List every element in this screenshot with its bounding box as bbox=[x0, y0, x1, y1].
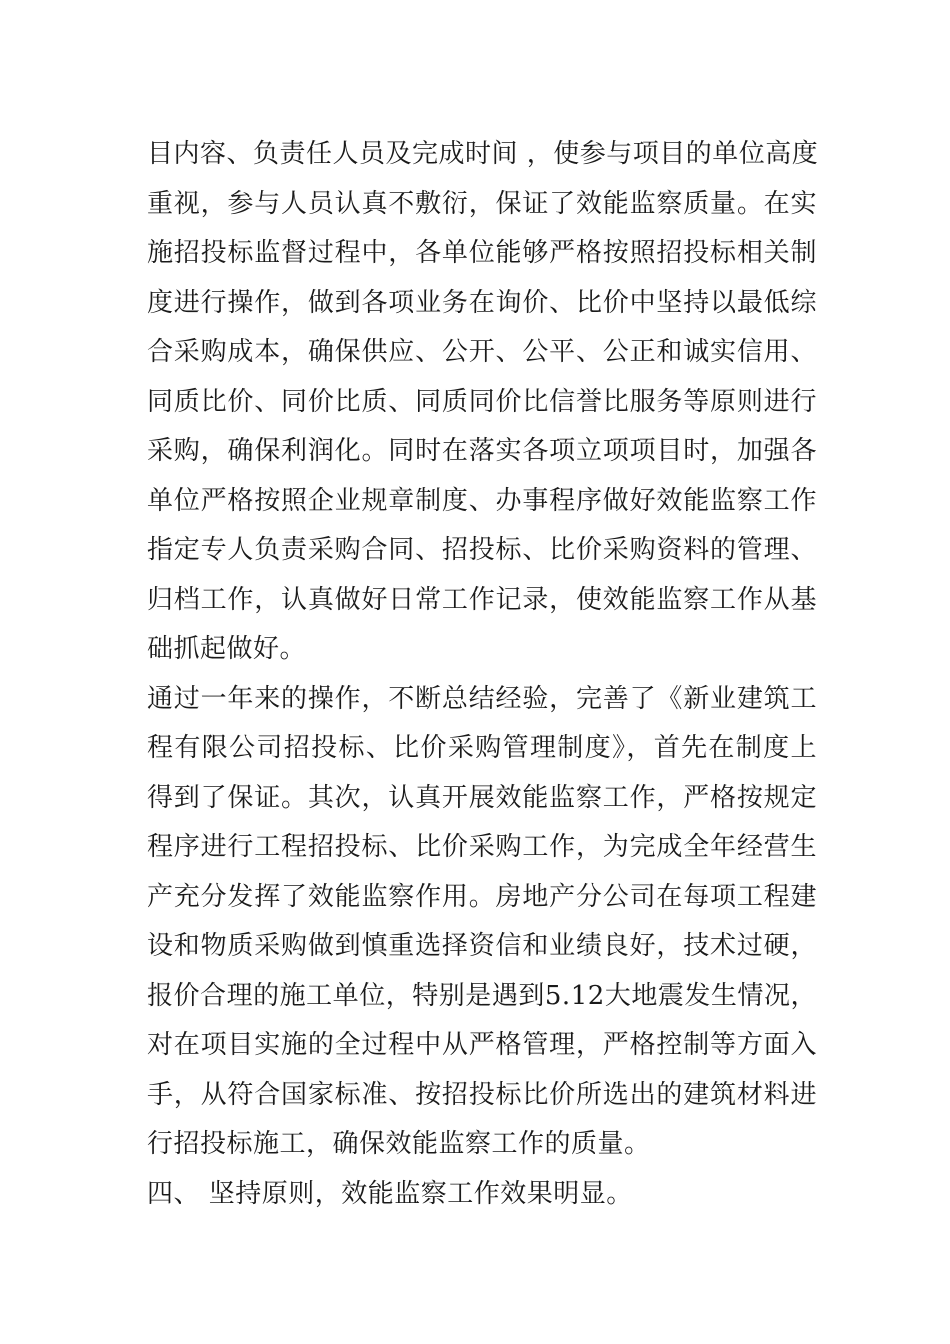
text-line: 合采购成本，确保供应、公开、公平、公正和诚实信用、 bbox=[147, 337, 817, 367]
text-line: 同质比价、同价比质、同质同价比信誉比服务等原则进行 bbox=[147, 387, 817, 417]
text-line: 指定专人负责采购合同、招投标、比价采购资料的管理、 bbox=[147, 535, 817, 565]
text-line: 手，从符合国家标准、按招投标比价所选出的建筑材料进 bbox=[147, 1080, 817, 1110]
text-line: 报价合理的施工单位，特别是遇到5.12大地震发生情况， bbox=[147, 981, 817, 1011]
text-line: 归档工作，认真做好日常工作记录，使效能监察工作从基 bbox=[147, 585, 817, 615]
text-line: 程有限公司招投标、比价采购管理制度》，首先在制度上 bbox=[147, 733, 817, 763]
text-line: 础抓起做好。 bbox=[147, 634, 307, 664]
text-line: 产充分发挥了效能监察作用。房地产分公司在每项工程建 bbox=[147, 882, 817, 912]
text-line: 对在项目实施的全过程中从严格管理，严格控制等方面入 bbox=[147, 1030, 817, 1060]
text-line: 施招投标监督过程中，各单位能够严格按照招投标相关制 bbox=[147, 238, 817, 268]
section-heading: 四、 坚持原则，效能监察工作效果明显。 bbox=[147, 1179, 633, 1209]
text-line: 通过一年来的操作，不断总结经验，完善了《新业建筑工 bbox=[147, 684, 817, 714]
text-line: 设和物质采购做到慎重选择资信和业绩良好，技术过硬， bbox=[147, 931, 817, 961]
text-line: 程序进行工程招投标、比价采购工作，为完成全年经营生 bbox=[147, 832, 817, 862]
text-line: 单位严格按照企业规章制度、办事程序做好效能监察工作 bbox=[147, 486, 817, 516]
text-line: 行招投标施工，确保效能监察工作的质量。 bbox=[147, 1129, 651, 1159]
text-line: 度进行操作，做到各项业务在询价、比价中坚持以最低综 bbox=[147, 288, 817, 318]
text-line: 得到了保证。其次，认真开展效能监察工作，严格按规定 bbox=[147, 783, 817, 813]
text-line: 重视，参与人员认真不敷衍，保证了效能监察质量。在实 bbox=[147, 189, 817, 219]
text-line: 采购，确保利润化。同时在落实各项立项项目时，加强各 bbox=[147, 436, 817, 466]
text-line: 目内容、负责任人员及完成时间 ，使参与项目的单位高度 bbox=[147, 139, 819, 169]
